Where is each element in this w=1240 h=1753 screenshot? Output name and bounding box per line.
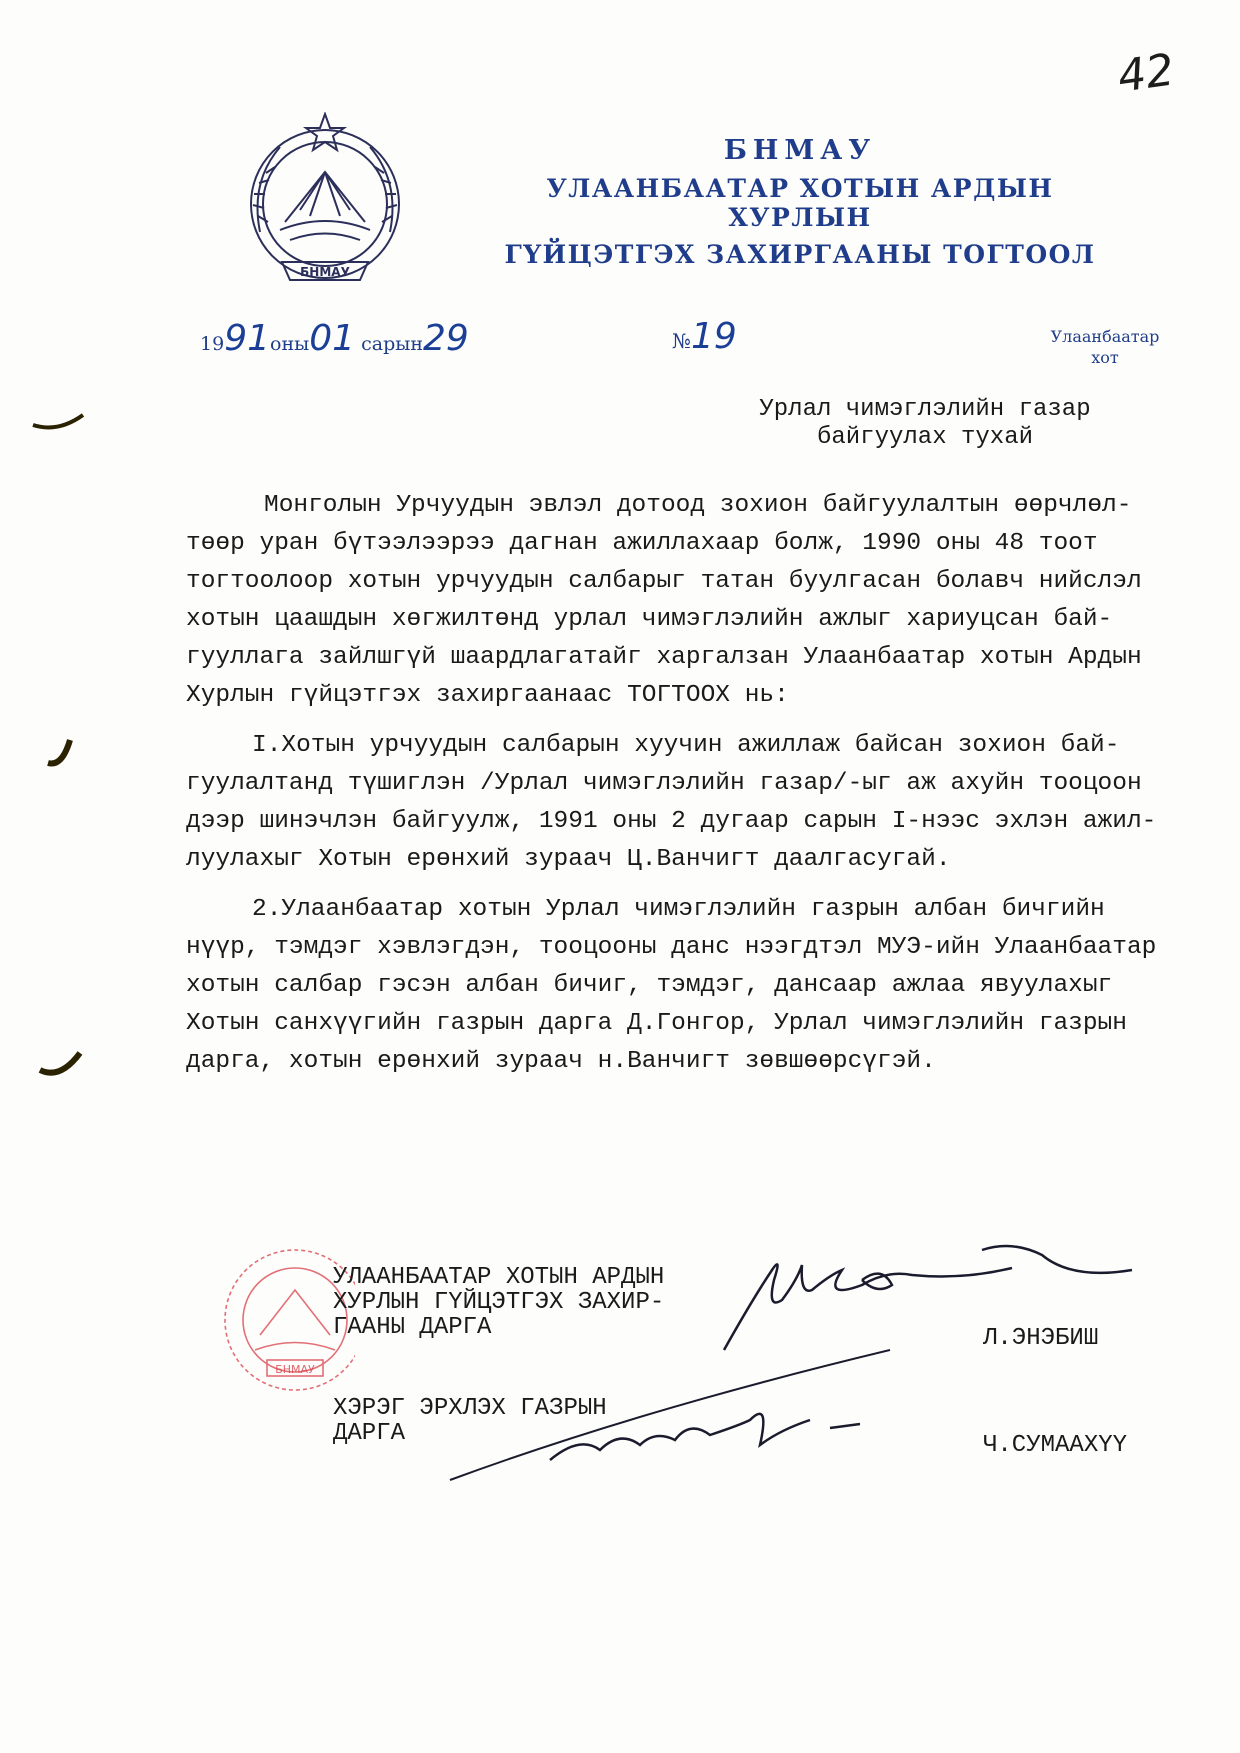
header-country: БНМАУ xyxy=(723,135,877,166)
signatory-2-title-line: ХЭРЭГ ЭРХЛЭХ ГАЗРЫН xyxy=(333,1395,607,1422)
signature-2-handwritten xyxy=(440,1340,920,1490)
document-number xyxy=(672,316,737,357)
body-preamble: Монголын Урчуудын эвлэл дотоод зохион байгуулалтын өөрчлөл-төөр уран бүтээлээрээ дагнан ажиллахаар болж, 1990 оны 48 тоот тогтоолоор хотын урчуудын салбарыг татан буулгасан болавч нийслэл хотын цаашдын хөгжилтөнд урлал чимэглэлийн ажлыг хариуцсан бай-гууллага зайлшгүй шаардлагатайг харгалзан Улаанбаатар хотын Ардын Хурлын гүйцэтгэх захиргаанаас ТОГТООХ нь: xyxy=(186,492,1142,709)
date-month-suffix: сарын xyxy=(361,333,424,355)
place-suffix: хот xyxy=(1091,348,1119,367)
signatory-1-title-line: ГААНЫ ДАРГА xyxy=(333,1314,492,1341)
date-year-suffix: оны xyxy=(270,333,310,355)
date-year-prefix: 19 xyxy=(200,333,225,355)
document-subject xyxy=(690,396,1160,452)
subject-line-2: байгуулах тухай xyxy=(816,424,1034,451)
header-council: УЛААНБААТАР ХОТЫН АРДЫН ХУРЛЫН xyxy=(546,174,1054,232)
signatory-1-title-line: ХУРЛЫН ГҮЙЦЭТГЭХ ЗАХИР- xyxy=(333,1289,665,1316)
place-city: Улаанбаатар xyxy=(1050,327,1160,346)
signatory-2-name: Ч.СУМААХҮҮ xyxy=(983,1432,1128,1459)
document-body xyxy=(186,487,1186,1093)
emblem-label: БНМАУ xyxy=(300,265,350,279)
date-month-handwritten: 01 xyxy=(309,318,356,359)
signatory-1-name: Л.ЭНЭБИШ xyxy=(983,1325,1099,1352)
number-label: № xyxy=(672,329,691,353)
signatory-1-title xyxy=(333,1265,664,1340)
body-item-1: I.Хотын урчуудын салбарын хуучин ажиллаж байсан зохион бай-гуулалтанд түшиглэн /Урлал чимэглэлийн газар/-ыг аж ахуйн тооцоон дээр шинэчлэн байгуулж, 1991 оны 2 дугаар сарын I-нээс эхлэн ажил-луулахыг Хотын ерөнхий зураач Ц.Ванчигт даалгасугай. xyxy=(186,732,1157,873)
document-date xyxy=(200,318,469,359)
document-header xyxy=(480,135,1120,269)
subject-line-1: Урлал чимэглэлийн газар xyxy=(759,396,1091,423)
document-place xyxy=(1030,326,1180,368)
state-emblem-icon xyxy=(230,112,420,302)
seal-label: БНМАУ xyxy=(275,1363,315,1376)
date-day-handwritten: 29 xyxy=(423,318,469,359)
margin-mark-icon xyxy=(40,735,80,770)
body-item-2: 2.Улаанбаатар хотын Урлал чимэглэлийн газрын албан бичгийн нүүр, тэмдэг хэвлэгдэн, тооцооны данс нээгдтэл МУЭ-ийн Улаанбаатар хотын салбар гэсэн албан бичиг, тэмдэг, дансаар ажлаа явуулахыг Хотын санхүүгийн газрын дарга Д.Гонгор, Урлал чимэглэлийн газрын дарга, хотын ерөнхий зураач н.Ванчигт зөвшөөрсүгэй. xyxy=(186,896,1157,1075)
margin-mark-icon xyxy=(35,1045,85,1085)
date-year-handwritten: 91 xyxy=(224,318,270,359)
signatory-2-title-line: ДАРГА xyxy=(333,1420,406,1447)
archive-page-number: 42 xyxy=(1114,44,1178,103)
header-title: ГҮЙЦЭТГЭХ ЗАХИРГААНЫ ТОГТООЛ xyxy=(504,240,1096,269)
signatory-1-title-line: УЛААНБААТАР ХОТЫН АРДЫН xyxy=(333,1264,665,1291)
number-handwritten: 19 xyxy=(690,316,737,357)
margin-mark-icon xyxy=(28,405,88,435)
